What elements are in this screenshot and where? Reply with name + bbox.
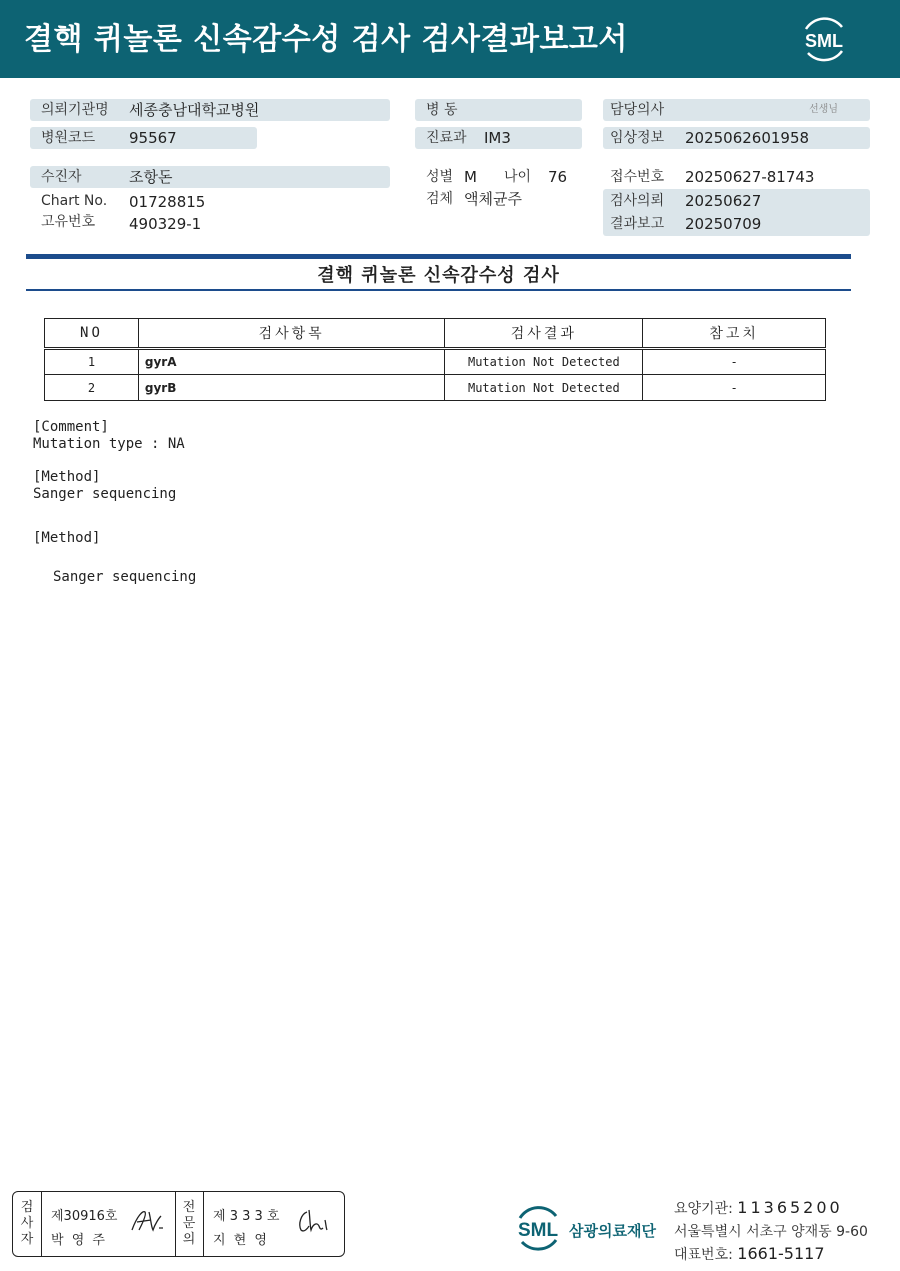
row-item: gyrA [138, 349, 445, 375]
doctor-suffix: 선생님 [809, 104, 838, 115]
report-date-value: 20250709 [685, 215, 762, 233]
expert-label-text: 전문의 [182, 1200, 196, 1247]
requester-label: 의뢰기관명 [41, 102, 109, 118]
report-date-label: 결과보고 [610, 216, 665, 232]
receipt-label: 접수번호 [610, 169, 665, 185]
col-header-ref: 참고치 [643, 319, 826, 349]
clinical-label: 임상정보 [610, 130, 665, 146]
chart-no-label: Chart No. [41, 193, 108, 209]
sml-logo-icon [796, 13, 852, 65]
sign-divider [175, 1192, 176, 1256]
phone-value: 1661-5117 [737, 1244, 825, 1263]
tester-name: 박 영 주 [51, 1233, 107, 1248]
row-item: gyrB [138, 375, 445, 401]
result-table [44, 318, 826, 401]
tester-license: 제30916호 [51, 1209, 118, 1224]
table-header-row [45, 319, 826, 349]
dept-value: IM3 [484, 129, 511, 147]
request-date-value: 20250627 [685, 192, 762, 210]
comment-heading: [Comment] [33, 419, 109, 435]
phone [674, 1244, 825, 1264]
row-ref: - [643, 375, 826, 401]
table-row [45, 349, 826, 375]
tester-label [17, 1200, 37, 1248]
row-no: 1 [45, 349, 139, 375]
institution-code-value: 11365200 [737, 1198, 843, 1217]
sign-divider [203, 1192, 204, 1256]
signature-box [12, 1191, 345, 1257]
receipt-value: 20250627-81743 [685, 168, 815, 186]
foundation-logo-icon [510, 1200, 566, 1256]
phone-label: 대표번호: [674, 1247, 733, 1263]
col-header-result: 검사결과 [445, 319, 643, 349]
clinical-value: 2025062601958 [685, 129, 810, 147]
foundation-name: 삼광의료재단 [569, 1222, 656, 1240]
uid-label: 고유번호 [41, 214, 96, 230]
patient-name-label: 수진자 [41, 169, 82, 185]
ward-label: 병 동 [426, 102, 458, 118]
expert-name: 지 현 영 [213, 1233, 269, 1248]
expert-signature-icon [295, 1206, 335, 1236]
expert-label [179, 1200, 199, 1248]
report-title: 결핵 퀴놀론 신속감수성 검사 검사결과보고서 [24, 22, 628, 57]
col-header-item: 검사항목 [138, 319, 445, 349]
institution-code [674, 1198, 843, 1218]
patient-name-value: 조항돈 [129, 168, 173, 186]
hospital-code-label: 병원코드 [41, 130, 96, 146]
specimen-value: 액체균주 [464, 190, 522, 208]
dept-label: 진료과 [426, 130, 467, 146]
institution-code-label: 요양기관: [674, 1201, 733, 1217]
table-row [45, 375, 826, 401]
chart-no-value: 01728815 [129, 193, 206, 211]
age-value: 76 [548, 168, 568, 186]
col-header-no: NO [45, 319, 139, 349]
uid-value: 490329-1 [129, 215, 202, 233]
tester-signature-icon [129, 1206, 169, 1236]
method-text: Sanger sequencing [33, 486, 177, 502]
method-heading-2: [Method] [33, 530, 101, 546]
age-label: 나이 [504, 169, 532, 185]
row-result: Mutation Not Detected [445, 349, 643, 375]
hospital-code-value: 95567 [129, 129, 177, 147]
row-no: 2 [45, 375, 139, 401]
section-title: 결핵 퀴놀론 신속감수성 검사 [317, 265, 560, 286]
sign-divider [41, 1192, 42, 1256]
row-result: Mutation Not Detected [445, 375, 643, 401]
method-heading: [Method] [33, 469, 101, 485]
method-text-2: Sanger sequencing [53, 569, 197, 585]
comment-text: Mutation type : NA [33, 436, 185, 452]
foundation-logo-text: SML [517, 1220, 559, 1241]
sml-logo-text: SML [805, 31, 843, 51]
doctor-label: 담당의사 [610, 102, 665, 118]
section-rule-bottom [26, 289, 851, 291]
patient-name-field [30, 166, 390, 188]
row-ref: - [643, 349, 826, 375]
section-rule-top [26, 254, 851, 259]
sex-label: 성별 [426, 169, 454, 185]
report-header [0, 0, 900, 78]
requester-value: 세종충남대학교병원 [129, 101, 260, 119]
tester-label-text: 검사자 [20, 1200, 34, 1247]
expert-license: 제 3 3 3 호 [213, 1209, 280, 1224]
specimen-label: 검체 [426, 191, 454, 207]
address: 서울특별시 서초구 양재동 9-60 [674, 1224, 868, 1240]
request-date-label: 검사의뢰 [610, 193, 665, 209]
sex-value: M [464, 168, 477, 186]
